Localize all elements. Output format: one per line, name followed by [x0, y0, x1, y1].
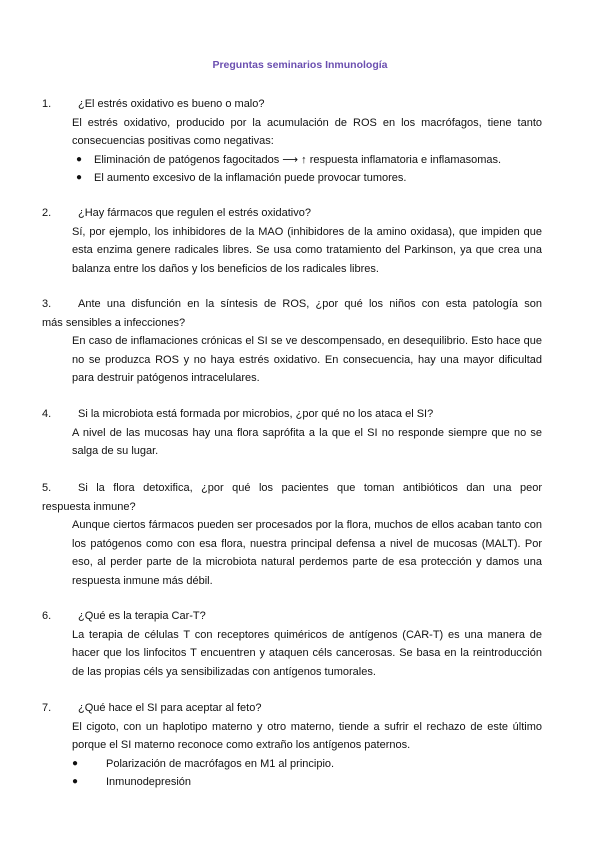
answer-text: La terapia de células T con receptores quiméricos de antígenos (CAR-T) es una manera de hacer que los linfocitos T encuentren y ataquen céls cancerosas. Se basa en la reintroducción de las propias céls ya sensibilizadas con antígenos tumorales.	[72, 628, 542, 678]
question-6	[42, 607, 542, 681]
answer-text: El estrés oxidativo, producido por la acumulación de ROS en los macrófagos, tiene tanto consecuencias positivas como negativas:	[72, 116, 542, 147]
question-number: 5.	[42, 482, 52, 494]
answer-text: A nivel de las mucosas hay una flora saprófita a la que el SI no responde siempre que no se salga de su lugar.	[72, 426, 542, 457]
question-number: 3.	[42, 298, 52, 310]
question-text-continued: respuesta inmune?	[42, 500, 136, 513]
question-1	[42, 95, 542, 188]
answer-text: Sí, por ejemplo, los inhibidores de la MAO (inhibidores de la amino oxidasa), que impiden que esta enzima genere radicales libres. Se usa como tratamiento del Parkinson, ya que crea una balanza entre los daños y los beneficios de los radicales libres.	[72, 225, 542, 275]
question-2	[42, 204, 542, 278]
question-4	[42, 405, 542, 461]
question-7	[42, 699, 542, 792]
question-text: Si la flora detoxifica, ¿por qué los pacientes que toman antibióticos dan una peor	[78, 482, 542, 494]
question-text: ¿El estrés oxidativo es bueno o malo?	[78, 98, 265, 110]
bullet-icon: ●	[76, 153, 83, 165]
question-text: ¿Qué es la terapia Car-T?	[78, 610, 206, 622]
question-text: Si la microbiota está formada por microbios, ¿por qué no los ataca el SI?	[78, 408, 434, 420]
page-title: Preguntas seminarios Inmunología	[212, 59, 388, 71]
question-number: 6.	[42, 610, 52, 622]
answer-text: El cigoto, con un haplotipo materno y otro materno, tiende a sufrir el rechazo de este último porque el SI materno reconoce como extraño los antígenos paternos.	[72, 720, 542, 751]
question-3	[42, 295, 542, 388]
list-item: ● Eliminación de patógenos fagocitados ⟶ ↑ respuesta inflamatoria e inflamasomas.	[76, 151, 542, 170]
question-text-continued: más sensibles a infecciones?	[42, 316, 186, 329]
question-text: ¿Hay fármacos que regulen el estrés oxidativo?	[78, 207, 311, 219]
answer-text: Aunque ciertos fármacos pueden ser procesados por la flora, muchos de ellos acaban tanto con los patógenos como con esa flora, nuestra principal defensa a nivel de mucosas (MALT). Por eso, al perder parte de la microbiota natural perdemos parte de esa protección y damos una respuesta inmune más débil.	[72, 519, 542, 587]
question-number: 7.	[42, 702, 52, 714]
question-5	[42, 479, 542, 590]
answer-text: En caso de inflamaciones crónicas el SI se ve descompensado, en desequilibrio. Esto hace que no se produzca ROS y no haya estrés oxidativo. En consecuencia, hay una mayor dificultad para destruir patógenos intracelulares.	[72, 335, 542, 384]
question-text: Ante una disfunción en la síntesis de ROS, ¿por qué los niños con esta patología son	[78, 298, 542, 310]
question-number: 2.	[42, 207, 52, 219]
question-text: ¿Qué hace el SI para aceptar al feto?	[78, 702, 262, 714]
bullet-icon: ●	[72, 776, 79, 787]
bullet-icon: ●	[76, 172, 83, 183]
question-number: 4.	[42, 408, 52, 420]
list-item: ● El aumento excesivo de la inflamación puede provocar tumores.	[76, 169, 542, 188]
list-item: ● Polarización de macrófagos en M1 al principio.	[72, 755, 542, 774]
list-item: ● Inmunodepresión	[72, 773, 542, 792]
bullet-icon: ●	[72, 757, 79, 769]
question-number: 1.	[42, 98, 52, 110]
